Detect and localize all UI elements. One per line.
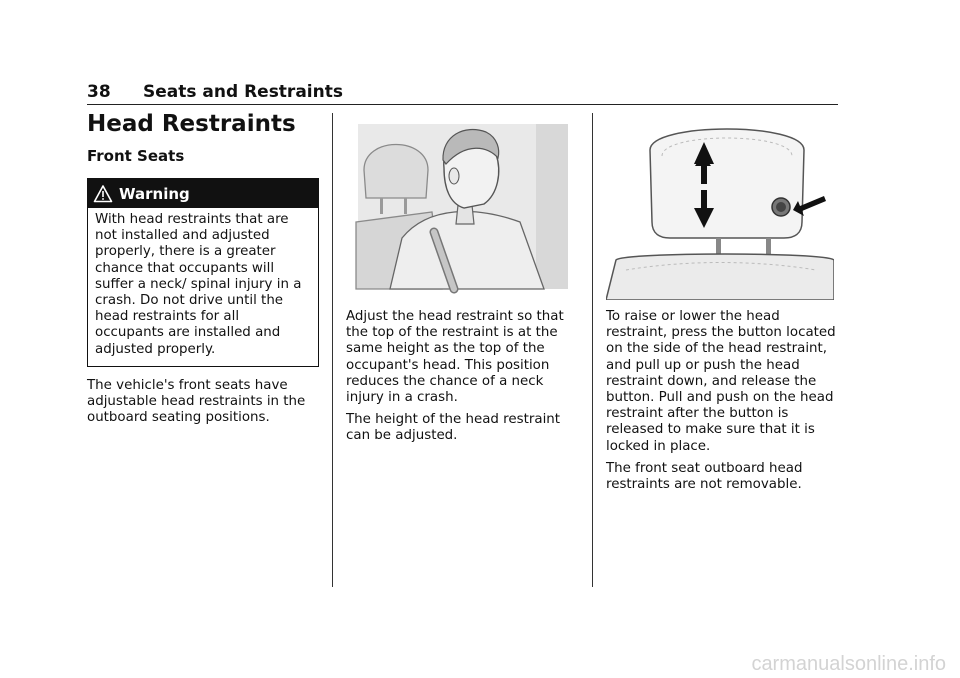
warning-triangle-icon: [93, 184, 113, 204]
page-title: Head Restraints: [87, 111, 296, 137]
warning-box: [87, 178, 319, 367]
column-right: [606, 110, 842, 499]
warning-text: With head restraints that are not installed and adjusted properly, there is a greater chance that occupants will suffer a neck/ spinal injury in a crash. Do not drive until the head restraints for all occupants are installed and adjusted properly.: [95, 212, 302, 357]
warning-label: Warning: [119, 184, 190, 203]
section-subtitle: Front Seats: [87, 147, 185, 165]
head-restraint-button-illustration: [606, 110, 834, 300]
section-title: Seats and Restraints: [143, 82, 343, 102]
body-paragraph: The front seat outboard head restraints are not removable.: [606, 460, 803, 493]
page-number: 38: [87, 82, 111, 102]
column-left: [87, 110, 319, 426]
body-paragraph: The height of the head restraint can be adjusted.: [346, 412, 561, 444]
column-divider: [332, 113, 333, 587]
body-paragraph: To raise or lower the head restraint, press the button located on the side of the head restraint, and pull up or push the head restraint down, and release the button. Pull and push on the head restraint after the button is released to make sure that it is locked in place.: [606, 309, 836, 454]
warning-header: [88, 179, 318, 208]
occupant-head-restraint-illustration: [346, 110, 570, 300]
column-middle: [346, 110, 582, 451]
watermark: carmanualsonline.info: [751, 653, 946, 675]
page-header: [87, 82, 838, 105]
column-divider: [592, 113, 593, 587]
body-paragraph: The vehicle's front seats have adjustable head restraints in the outboard seating positions.: [87, 377, 306, 426]
body-paragraph: Adjust the head restraint so that the top of the restraint is at the same height as the top of the occupant's head. This position reduces the chance of a neck injury in a crash.: [346, 309, 564, 406]
